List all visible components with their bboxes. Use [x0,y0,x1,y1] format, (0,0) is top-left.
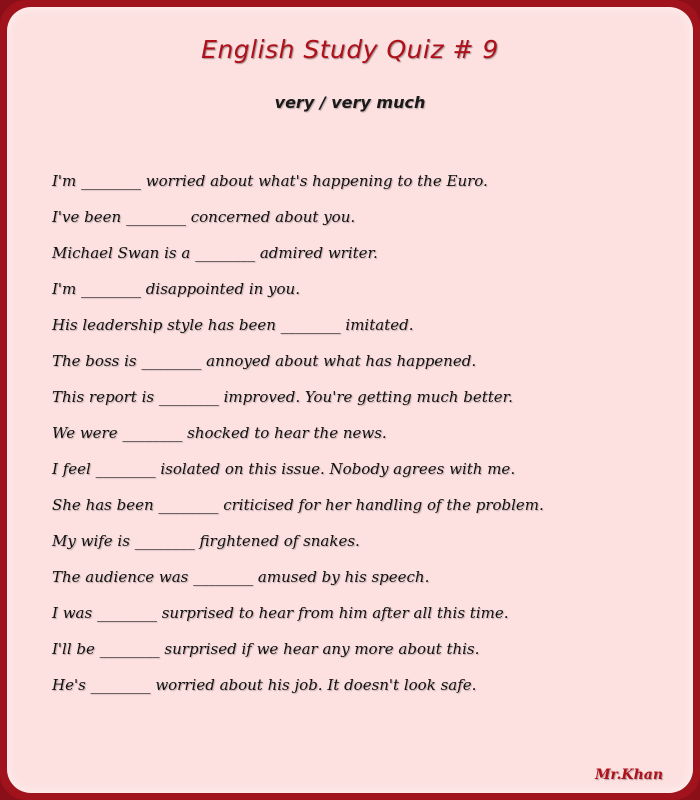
question-item: This report is ________ improved. You're getting much better. [52,388,513,406]
author-signature: Mr.Khan [594,767,663,783]
question-item: The boss is ________ annoyed about what has happened. [52,352,477,370]
quiz-title: English Study Quiz # 9 [201,35,499,64]
question-item: His leadership style has been ________ imitated. [52,316,414,334]
question-item: The audience was ________ amused by his speech. [52,568,430,586]
quiz-card [7,7,693,793]
question-item: She has been ________ criticised for her handling of the problem. [52,496,544,514]
question-item: He's ________ worried about his job. It doesn't look safe. [52,676,477,694]
question-item: Michael Swan is a ________ admired writer. [52,244,378,262]
quiz-subtitle: very / very much [274,93,426,112]
question-item: I feel ________ isolated on this issue. Nobody agrees with me. [52,460,516,478]
question-item: I'm ________ disappointed in you. [52,280,300,298]
question-item: I was ________ surprised to hear from him after all this time. [52,604,509,622]
question-list [52,170,544,710]
question-item: I'm ________ worried about what's happening to the Euro. [52,172,488,190]
question-item: I'll be ________ surprised if we hear any more about this. [52,640,480,658]
question-item: We were ________ shocked to hear the news. [52,424,387,442]
question-item: I've been ________ concerned about you. [52,208,356,226]
question-item: My wife is ________ firghtened of snakes. [52,532,360,550]
